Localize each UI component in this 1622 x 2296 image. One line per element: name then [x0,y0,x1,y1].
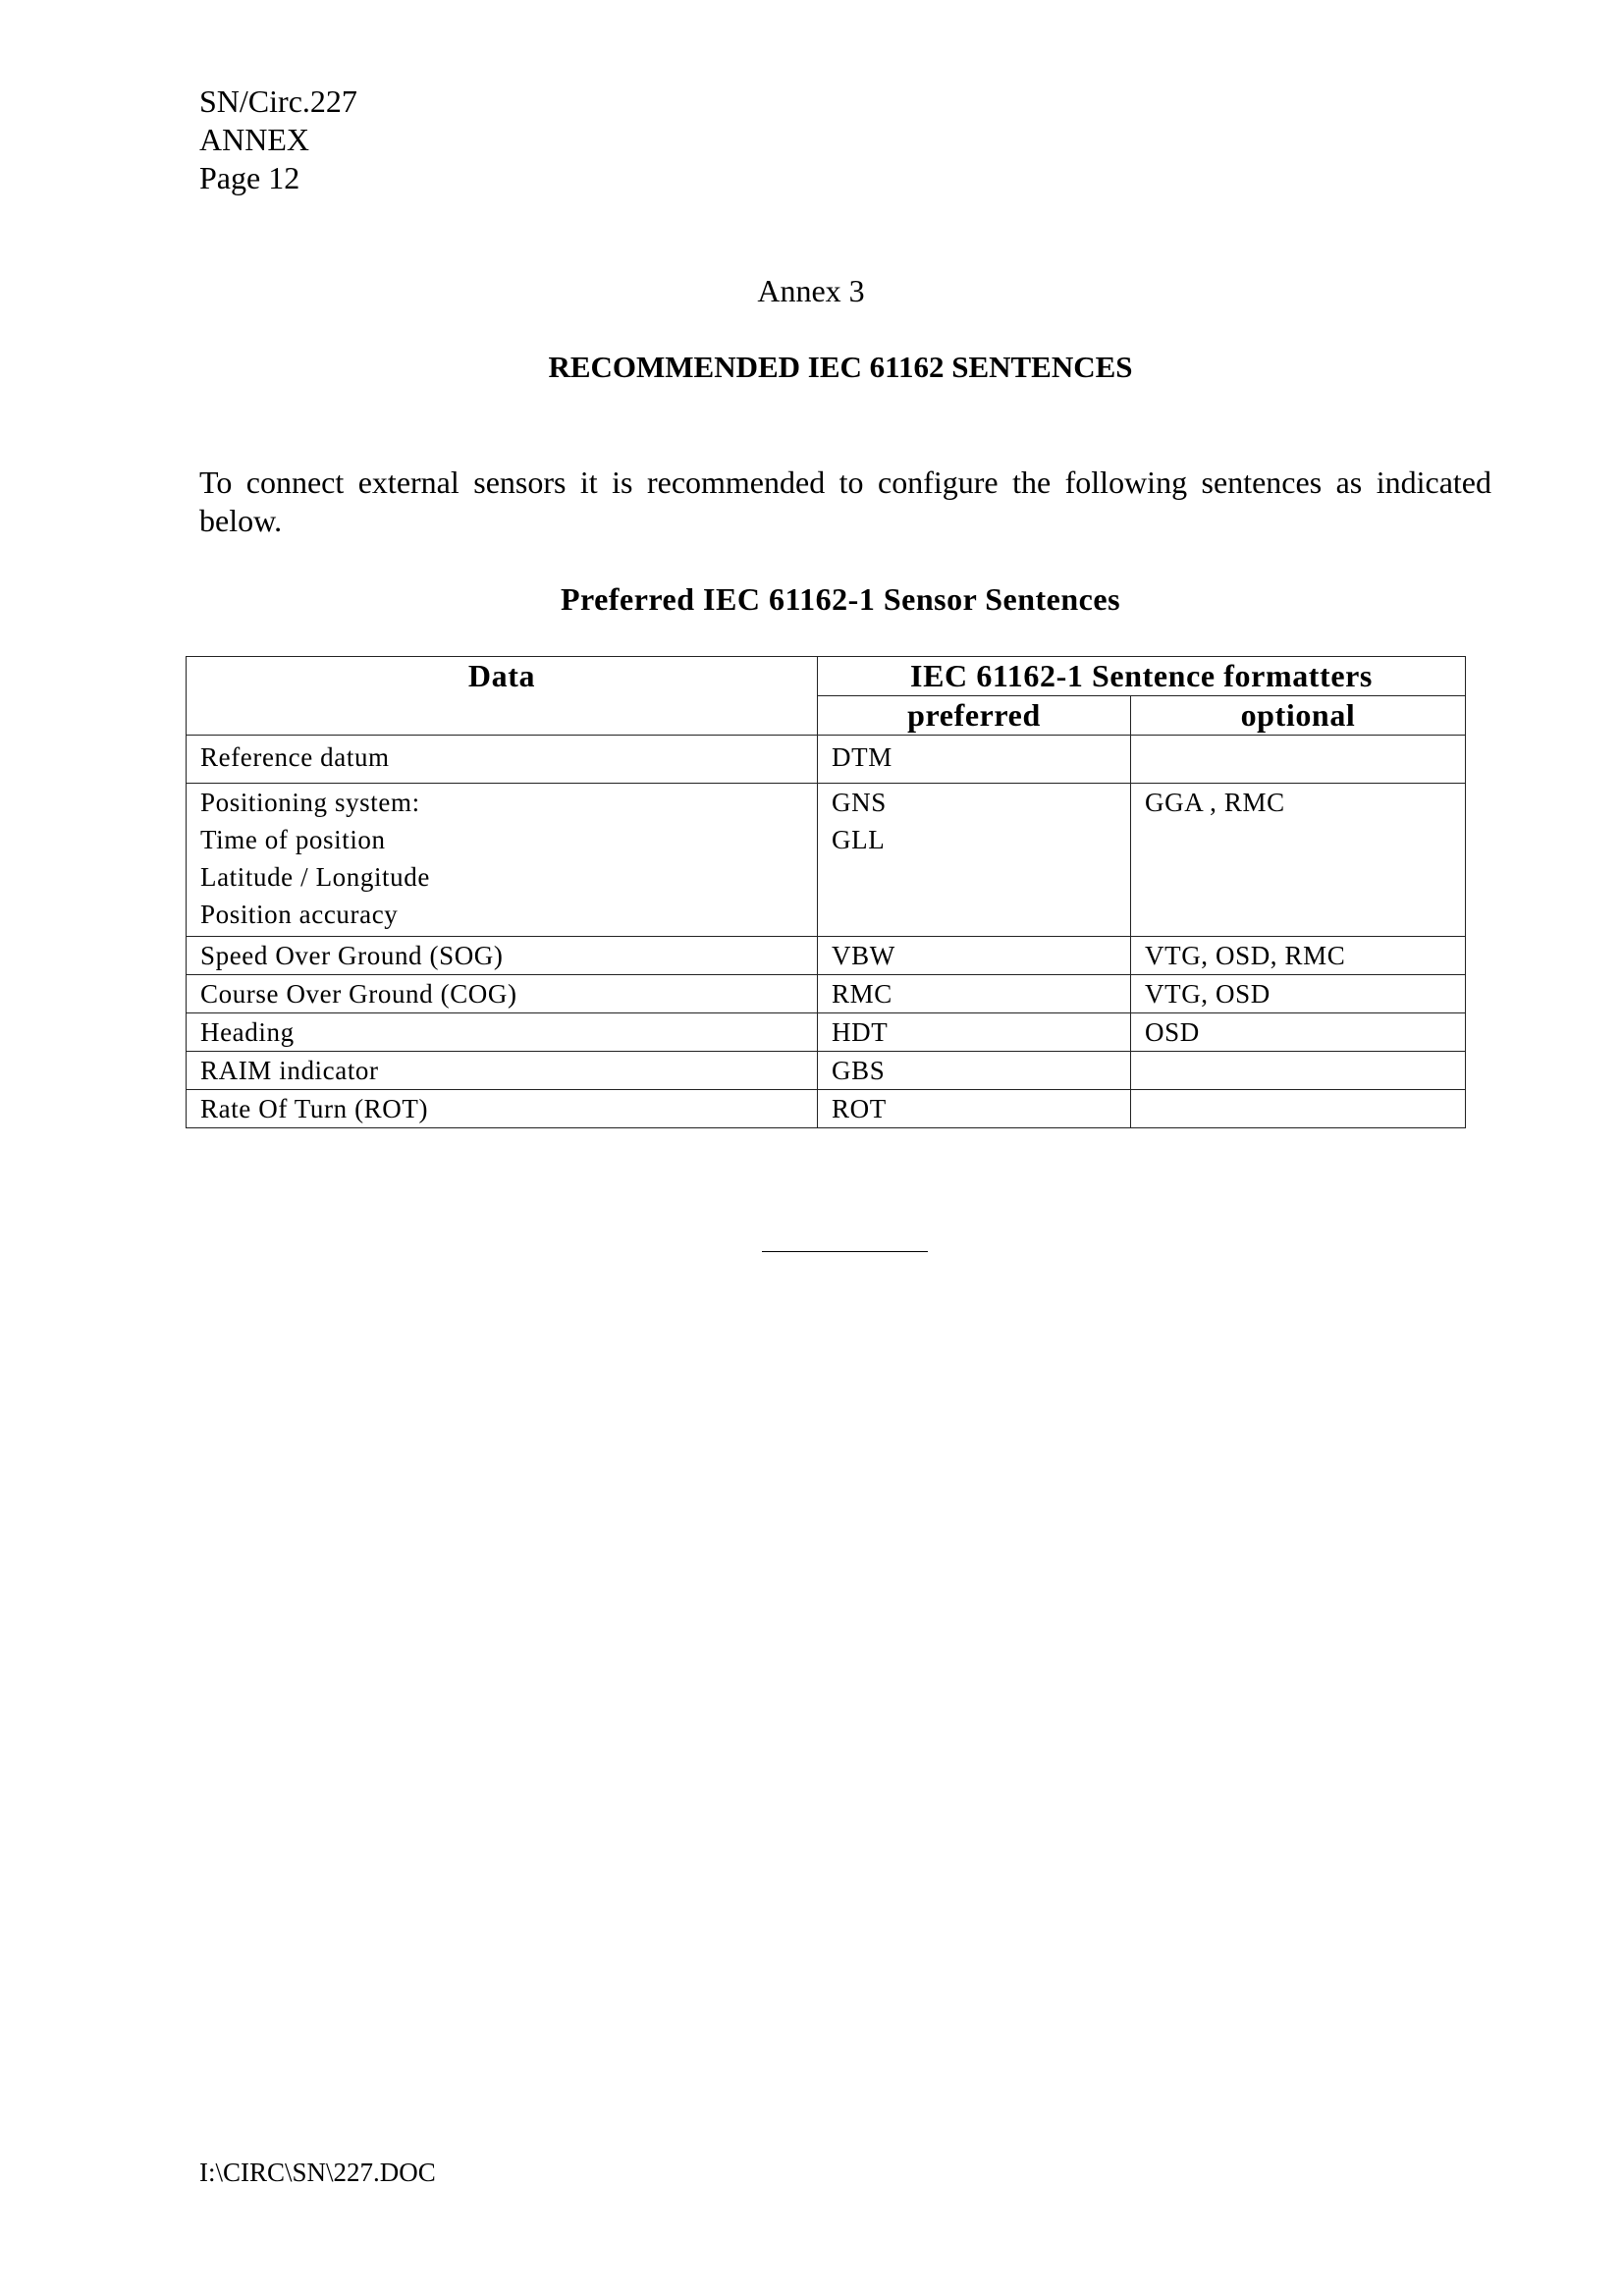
cell-optional [1131,1013,1466,1052]
data-cell-line: Positioning system: [200,788,420,817]
sensor-sentences-table [186,656,1466,1128]
table-title: Preferred IEC 61162-1 Sensor Sentences [560,581,1121,617]
data-cell-line: Reference datum [200,742,390,772]
cell-data [187,1013,818,1052]
cell-optional [1131,736,1466,784]
cell-data [187,937,818,975]
page-title: RECOMMENDED IEC 61162 SENTENCES [548,350,1133,384]
header-data: Data [187,657,818,736]
table-row [187,1090,1466,1128]
data-cell-line: Latitude / Longitude [200,862,430,892]
table-row [187,1013,1466,1052]
document-header [199,82,357,197]
cell-optional [1131,1090,1466,1128]
preferred-cell-line: DTM [832,742,892,772]
cell-data [187,1090,818,1128]
optional-cell-line: GGA , RMC [1145,788,1285,817]
table-row [187,784,1466,937]
table-body [187,736,1466,1128]
end-separator-line [762,1251,928,1252]
preferred-cell-line: VBW [832,941,895,970]
data-cell-line: RAIM indicator [200,1056,379,1085]
data-cell-line: Speed Over Ground (SOG) [200,941,504,970]
cell-data [187,736,818,784]
data-cell-line: Position accuracy [200,900,399,929]
preferred-cell-line: RMC [832,979,892,1009]
annex-number: Annex 3 [757,273,865,308]
header-preferred: preferred [818,696,1131,736]
table-row [187,1052,1466,1090]
table-row [187,937,1466,975]
cell-preferred [818,1052,1131,1090]
data-cell-line: Course Over Ground (COG) [200,979,517,1009]
cell-data [187,1052,818,1090]
annex-label: ANNEX [199,122,309,157]
data-cell-line: Time of position [200,825,386,854]
optional-cell-line: OSD [1145,1017,1200,1047]
preferred-cell-line: GBS [832,1056,886,1085]
table-row [187,975,1466,1013]
cell-preferred [818,1090,1131,1128]
optional-cell-line: VTG, OSD [1145,979,1271,1009]
cell-optional [1131,1052,1466,1090]
data-cell-line: Rate Of Turn (ROT) [200,1094,429,1123]
cell-data [187,784,818,937]
preferred-cell-line: ROT [832,1094,887,1123]
preferred-cell-line: GLL [832,825,886,854]
cell-preferred [818,784,1131,937]
circular-reference: SN/Circ.227 [199,83,357,119]
cell-data [187,975,818,1013]
page-number: Page 12 [199,160,300,195]
cell-optional [1131,937,1466,975]
intro-paragraph: To connect external sensors it is recommended to configure the following sentences as indicated below. [199,465,1491,538]
cell-optional [1131,975,1466,1013]
cell-preferred [818,1013,1131,1052]
preferred-cell-line: GNS [832,788,887,817]
preferred-cell-line: HDT [832,1017,889,1047]
header-formatters: IEC 61162-1 Sentence formatters [818,657,1466,696]
cell-preferred [818,937,1131,975]
cell-preferred [818,975,1131,1013]
data-cell-line: Heading [200,1017,295,1047]
optional-cell-line: VTG, OSD, RMC [1145,941,1346,970]
cell-preferred [818,736,1131,784]
table-row [187,736,1466,784]
file-path-footer: I:\CIRC\SN\227.DOC [199,2158,436,2187]
cell-optional [1131,784,1466,937]
header-optional: optional [1131,696,1466,736]
